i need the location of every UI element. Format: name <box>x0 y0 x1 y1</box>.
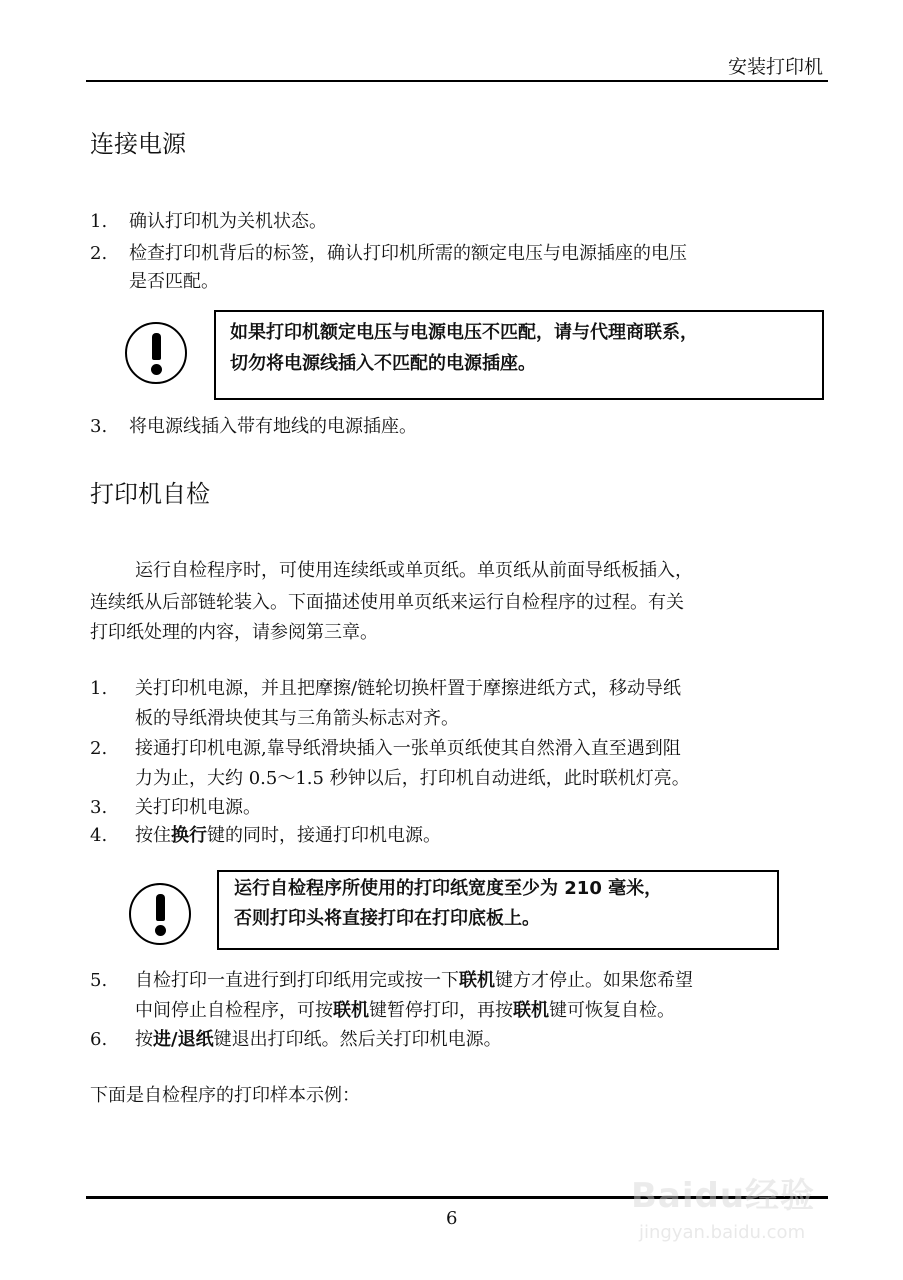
warning-icon <box>129 883 191 945</box>
header-title: 安装打印机 <box>727 56 823 78</box>
warning-text: 否则打印头将直接打印在打印底板上。 <box>234 908 540 929</box>
warning-text: 切勿将电源线插入不匹配的电源插座。 <box>230 353 536 374</box>
list-item-text: 自检打印一直进行到打印纸用完或按一下联机键方才停止。如果您希望 <box>135 970 693 991</box>
list-item-text: 关打印机电源。 <box>135 797 261 818</box>
key-name: 联机 <box>333 1000 369 1021</box>
section-title-power: 连接电源 <box>90 130 186 158</box>
list-item-text: 检查打印机背后的标签，确认打印机所需的额定电压与电源插座的电压 <box>129 243 687 264</box>
list-item-number: 1. <box>90 678 108 699</box>
paragraph-line: 打印纸处理的内容，请参阅第三章。 <box>90 622 378 643</box>
warning-icon <box>125 322 187 384</box>
list-item-text: 按进/退纸键退出打印纸。然后关打印机电源。 <box>135 1029 502 1050</box>
warning-text: 运行自检程序所使用的打印纸宽度至少为 210 毫米， <box>234 878 663 899</box>
list-item-number: 2. <box>90 738 108 759</box>
list-item-number: 3. <box>90 416 108 437</box>
watermark-url: jingyan.baidu.com <box>639 1222 806 1243</box>
list-item-text: 是否匹配。 <box>129 271 219 292</box>
section-title-selftest: 打印机自检 <box>90 480 210 508</box>
list-item-text: 按住换行键的同时，接通打印机电源。 <box>135 825 441 846</box>
list-item-text: 板的导纸滑块使其与三角箭头标志对齐。 <box>135 708 459 729</box>
watermark <box>631 1150 841 1270</box>
list-item-number: 1. <box>90 211 108 232</box>
list-item-text: 将电源线插入带有地线的电源插座。 <box>129 416 417 437</box>
watermark-brand: Baidu经验 <box>631 1176 816 1216</box>
closing-line: 下面是自检程序的打印样本示例： <box>90 1085 360 1106</box>
list-item-text: 关打印机电源，并且把摩擦/链轮切换杆置于摩擦进纸方式，移动导纸 <box>135 678 682 699</box>
header-rule <box>86 80 828 82</box>
page-number: 6 <box>446 1208 458 1229</box>
list-item-text: 接通打印机电源,靠导纸滑块插入一张单页纸使其自然滑入直至遇到阻 <box>135 738 681 759</box>
key-name: 联机 <box>513 1000 549 1021</box>
list-item-number: 3. <box>90 797 108 818</box>
list-item-text: 中间停止自检程序，可按联机键暂停打印，再按联机键可恢复自检。 <box>135 1000 675 1021</box>
list-item-number: 2. <box>90 243 108 264</box>
list-item-number: 6. <box>90 1029 108 1050</box>
key-name: 换行 <box>171 825 207 846</box>
key-name: 联机 <box>459 970 495 991</box>
key-name: 进/退纸 <box>153 1029 214 1050</box>
paragraph-line: 运行自检程序时，可使用连续纸或单页纸。单页纸从前面导纸板插入， <box>135 560 693 581</box>
list-item-text: 确认打印机为关机状态。 <box>129 211 327 232</box>
warning-text: 如果打印机额定电压与电源电压不匹配，请与代理商联系， <box>230 322 698 343</box>
list-item-number: 4. <box>90 825 108 846</box>
list-item-number: 5. <box>90 970 108 991</box>
list-item-text: 力为止，大约 0.5～1.5 秒钟以后，打印机自动进纸，此时联机灯亮。 <box>135 768 690 789</box>
paragraph-line: 连续纸从后部链轮装入。下面描述使用单页纸来运行自检程序的过程。有关 <box>90 592 684 613</box>
